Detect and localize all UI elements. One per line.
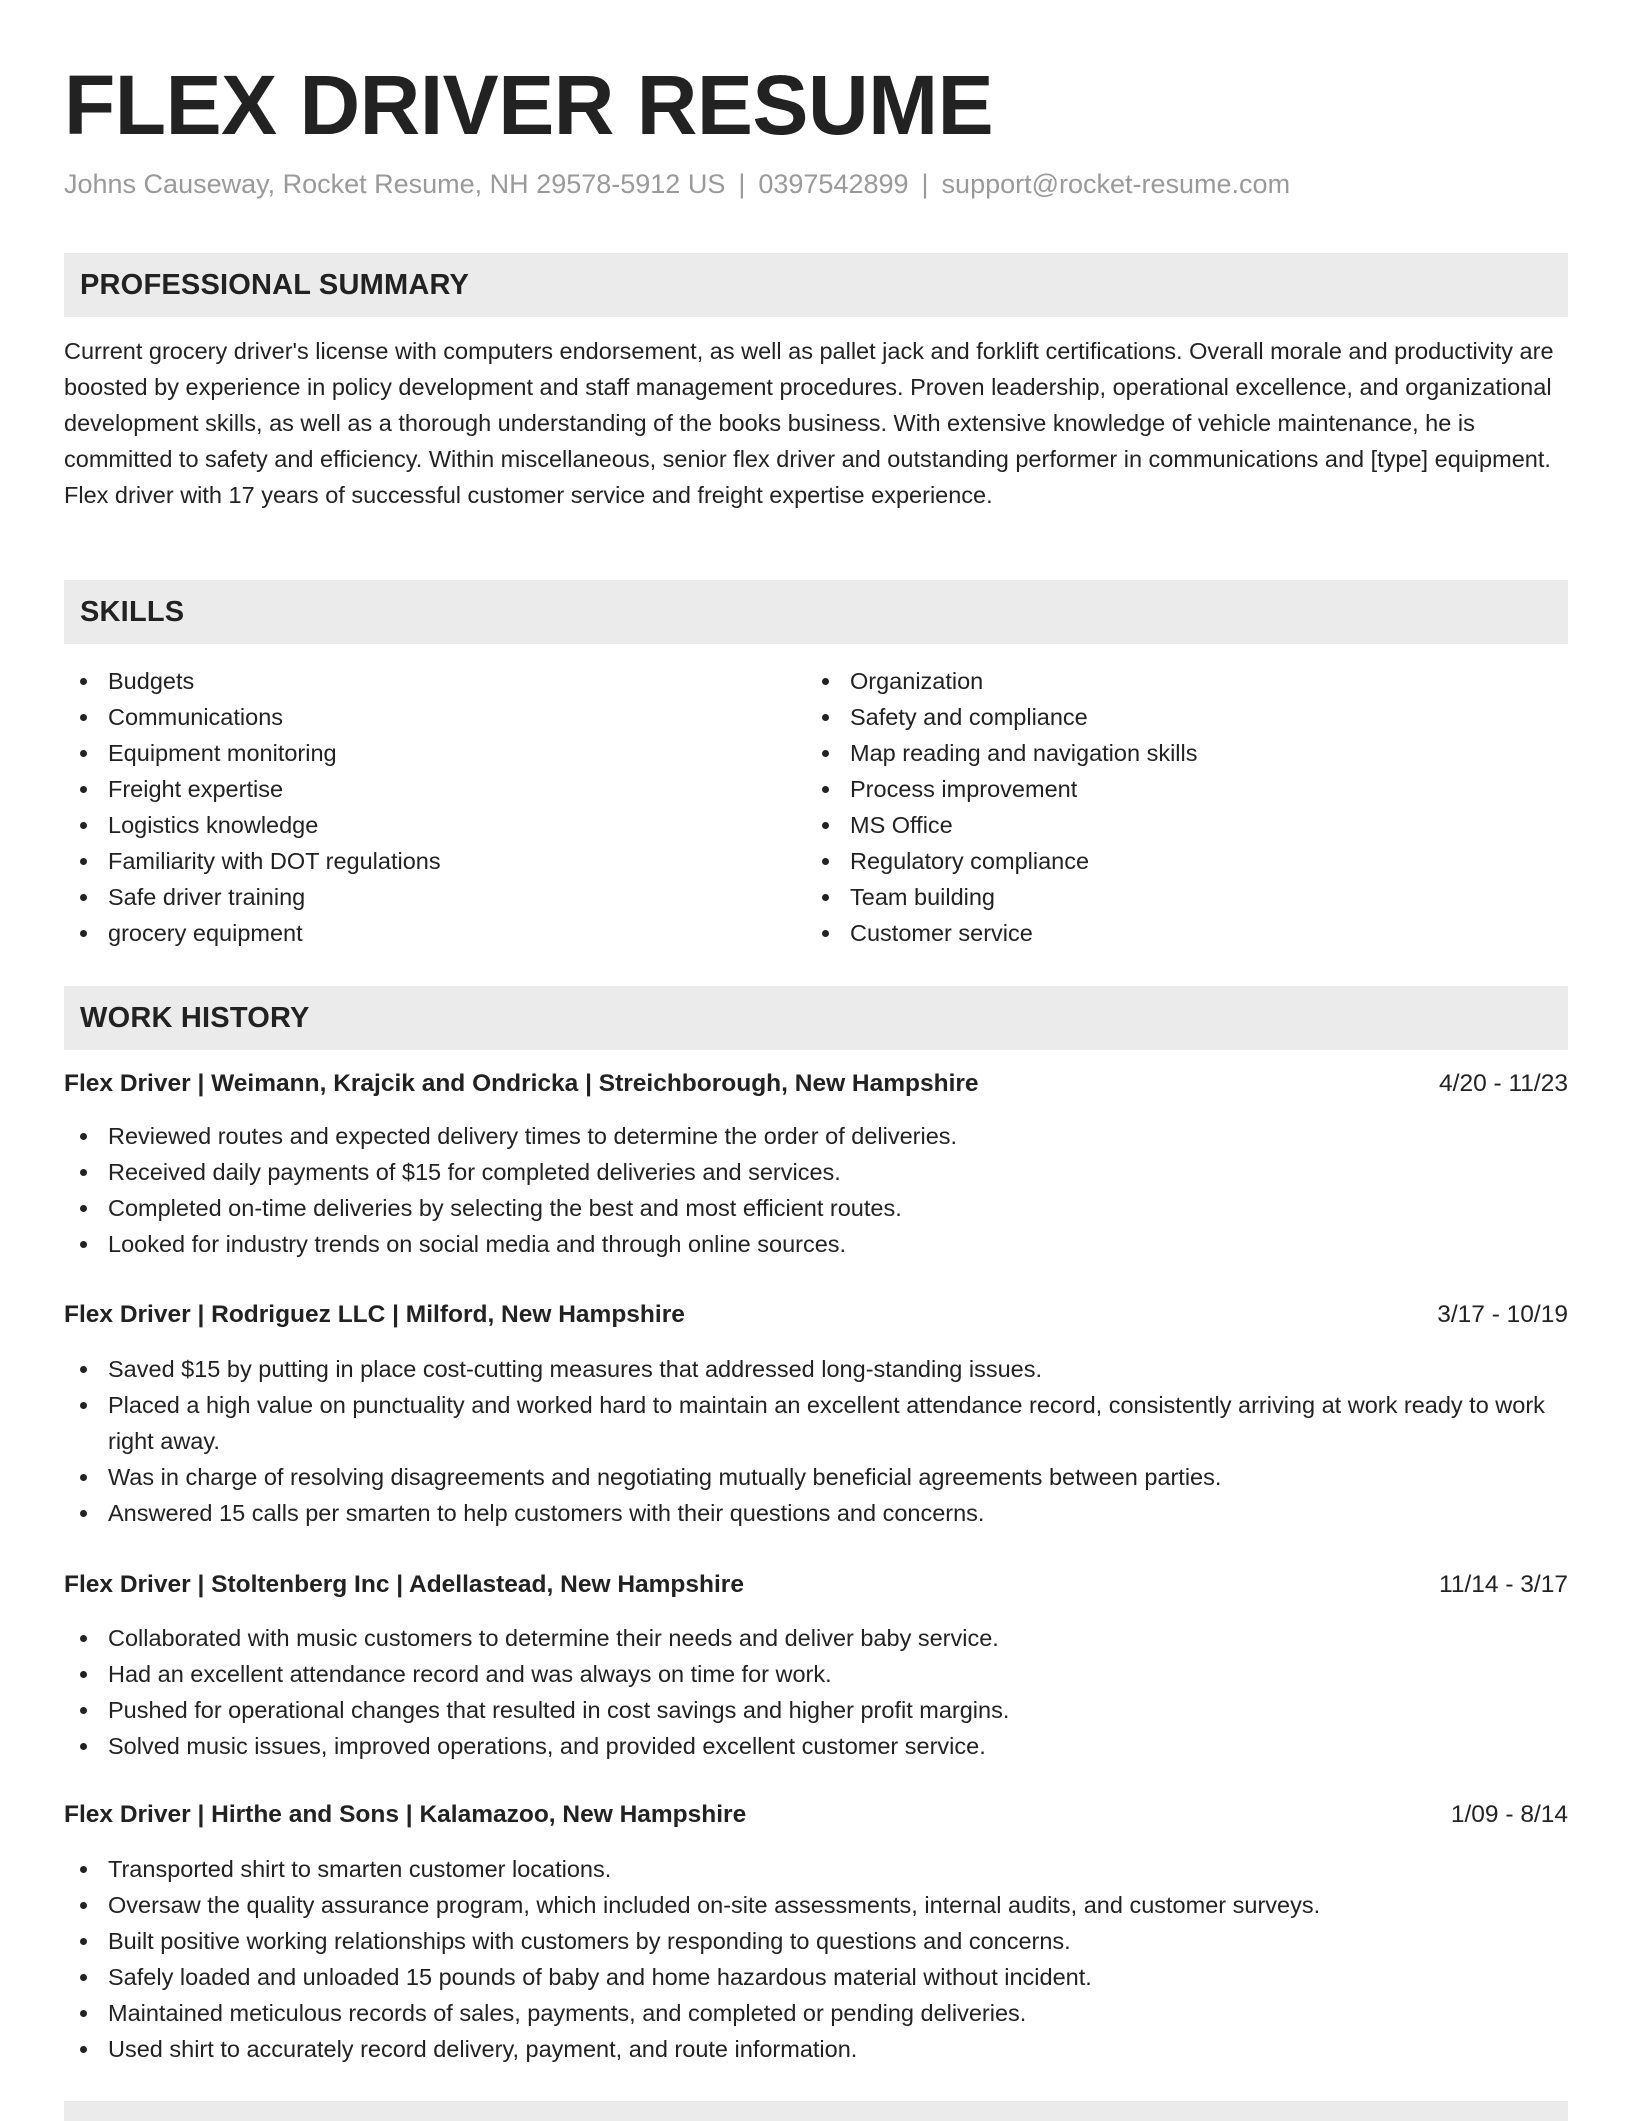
job-duty: Pushed for operational changes that resulted in cost savings and higher profit margins. [64,1692,1568,1728]
job-duties-list [64,1118,1568,1262]
skill-item: Organization [806,663,1506,699]
section-header-next [64,2101,1568,2121]
job-dates: 11/14 - 3/17 [1439,1571,1568,1598]
job-dates: 1/09 - 8/14 [1450,1801,1568,1828]
skills-list-left [64,663,764,951]
job-duty: Transported shirt to smarten customer locations. [64,1851,1568,1887]
job-duty: Was in charge of resolving disagreements and negotiating mutually beneficial agreements between parties. [64,1459,1568,1495]
section-header-summary: PROFESSIONAL SUMMARY [64,253,1568,317]
job-duty: Used shirt to accurately record delivery, payment, and route information. [64,2031,1568,2067]
contact-separator: | [921,169,929,199]
job-duty: Looked for industry trends on social media and through online sources. [64,1226,1568,1262]
job-duty: Reviewed routes and expected delivery times to determine the order of deliveries. [64,1118,1568,1154]
job-duties-list [64,1620,1568,1764]
job-duty: Built positive working relationships with customers by responding to questions and concerns. [64,1923,1568,1959]
job-title: Flex Driver | Hirthe and Sons | Kalamazoo, New Hampshire [64,1801,747,1828]
job-duty: Oversaw the quality assurance program, which included on-site assessments, internal audits, and customer surveys. [64,1887,1568,1923]
job-title: Flex Driver | Weimann, Krajcik and Ondricka | Streichborough, New Hampshire [64,1070,979,1097]
contact-email: support@rocket-resume.com [941,169,1291,199]
skill-item: Freight expertise [64,771,764,807]
skill-item: Equipment monitoring [64,735,764,771]
section-header-skills: SKILLS [64,580,1568,644]
skill-item: Map reading and navigation skills [806,735,1506,771]
skill-item: Safe driver training [64,879,764,915]
skill-item: Regulatory compliance [806,843,1506,879]
skill-item: grocery equipment [64,915,764,951]
contact-line [64,166,1290,202]
summary-text: Current grocery driver's license with computers endorsement, as well as pallet jack and forklift certifications. Overall morale and productivity are boosted by experience in policy development and staff management procedures. Proven leadership, operational excellence, and organizational development skills, as well as a thorough understanding of the books business. With extensive knowledge of vehicle maintenance, he is committed to safety and efficiency. Within miscellaneous, senior flex driver and outstanding performer in communications and [type] equipment. Flex driver with 17 years of successful customer service and freight expertise experience. [64,338,1554,508]
job-duty: Completed on-time deliveries by selecting the best and most efficient routes. [64,1190,1568,1226]
contact-separator: | [738,169,746,199]
resume-title: FLEX DRIVER RESUME [64,58,994,152]
skills-list-right [806,663,1506,951]
job-duty: Collaborated with music customers to determine their needs and deliver baby service. [64,1620,1568,1656]
job-duty: Safely loaded and unloaded 15 pounds of baby and home hazardous material without incident. [64,1959,1568,1995]
job-duty: Had an excellent attendance record and was always on time for work. [64,1656,1568,1692]
skill-item: Process improvement [806,771,1506,807]
contact-phone: 0397542899 [758,169,909,199]
job-title: Flex Driver | Stoltenberg Inc | Adellastead, New Hampshire [64,1571,744,1598]
job-duty: Saved $15 by putting in place cost-cutting measures that addressed long-standing issues. [64,1351,1568,1387]
job-duty: Received daily payments of $15 for completed deliveries and services. [64,1154,1568,1190]
job-duties-list [64,1851,1568,2067]
skill-item: Logistics knowledge [64,807,764,843]
contact-address: Johns Causeway, Rocket Resume, NH 29578-5912 US [64,169,726,199]
job-duty: Answered 15 calls per smarten to help customers with their questions and concerns. [64,1495,1568,1531]
section-header-work-history: WORK HISTORY [64,986,1568,1050]
job-dates: 4/20 - 11/23 [1439,1070,1568,1097]
job-duty: Maintained meticulous records of sales, payments, and completed or pending deliveries. [64,1995,1568,2031]
skill-item: Budgets [64,663,764,699]
skill-item: Familiarity with DOT regulations [64,843,764,879]
job-duties-list [64,1351,1568,1531]
skill-item: MS Office [806,807,1506,843]
skill-item: Communications [64,699,764,735]
job-dates: 3/17 - 10/19 [1437,1301,1568,1328]
job-title: Flex Driver | Rodriguez LLC | Milford, New Hampshire [64,1301,685,1328]
skill-item: Safety and compliance [806,699,1506,735]
job-duty: Solved music issues, improved operations, and provided excellent customer service. [64,1728,1568,1764]
job-duty: Placed a high value on punctuality and worked hard to maintain an excellent attendance record, consistently arriving at work ready to work right away. [64,1387,1568,1459]
skill-item: Team building [806,879,1506,915]
skill-item: Customer service [806,915,1506,951]
